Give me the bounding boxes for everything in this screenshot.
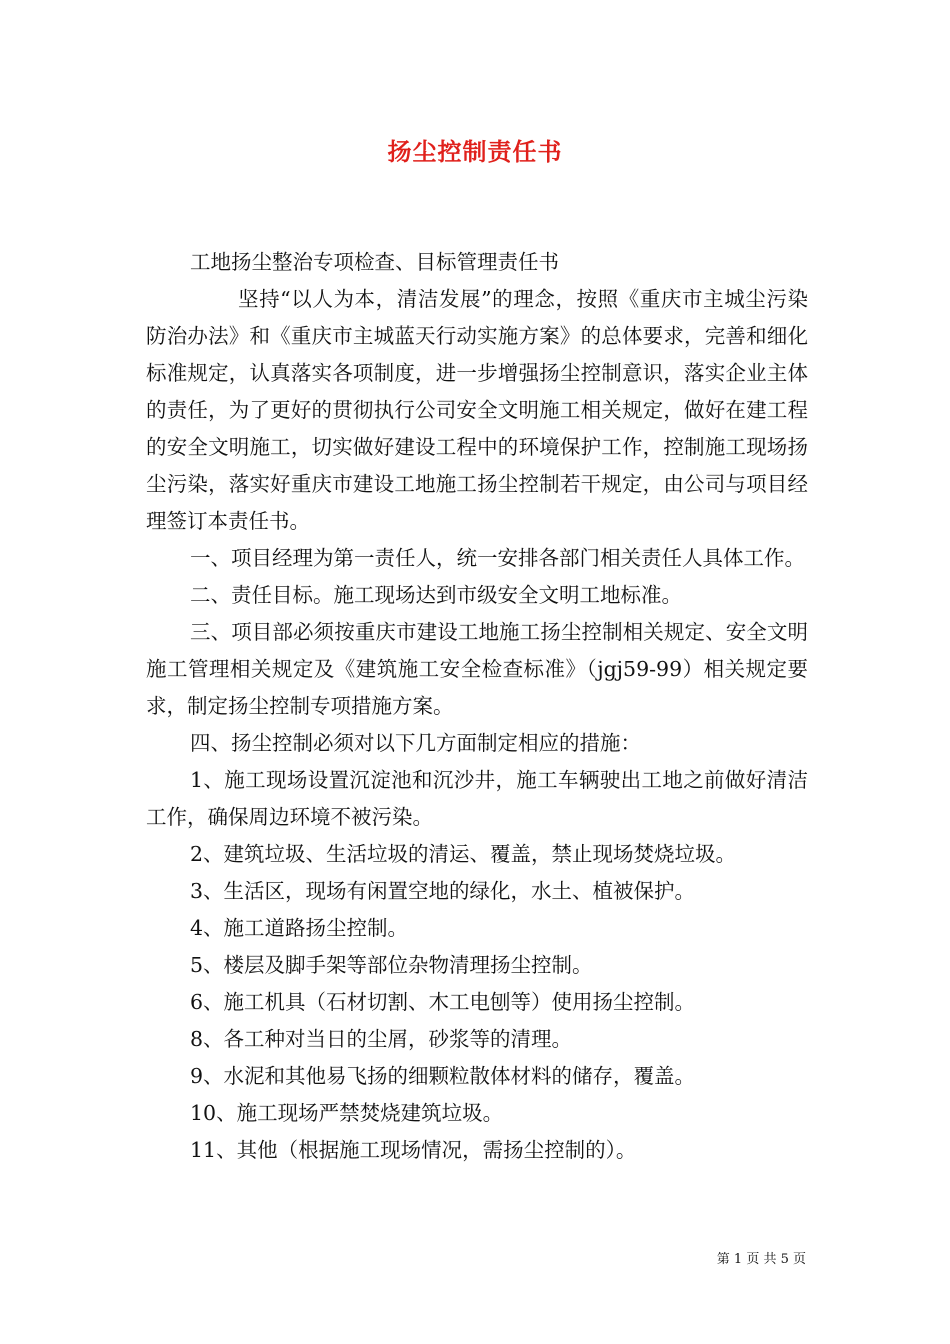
clause-1: 一、项目经理为第一责任人，统一安排各部门相关责任人具体工作。 [190,546,805,570]
clause-3: 三、项目部必须按重庆市建设工地施工扬尘控制相关规定、安全文明施工管理相关规定及《建筑施工安全检查标准》（jgj59-99）相关规定要求，制定扬尘控制专项措施方案。 [146,620,808,718]
list-item: 6、施工机具（石材切割、木工电刨等）使用扬尘控制。 [190,990,696,1014]
list-item: 3、生活区，现场有闲置空地的绿化，水土、植被保护。 [190,879,696,903]
document-body [146,244,808,1169]
list-item: 5、楼层及脚手架等部位杂物清理扬尘控制。 [190,953,593,977]
intro-paragraph: 坚持“以人为本，清洁发展”的理念，按照《重庆市主城尘污染防治办法》和《重庆市主城蓝天行动实施方案》的总体要求，完善和细化标准规定，认真落实各项制度，进一步增强扬尘控制意识，落实企业主体的责任，为了更好的贯彻执行公司安全文明施工相关规定，做好在建工程的安全文明施工，切实做好建设工程中的环境保护工作，控制施工现场扬尘污染，落实好重庆市建设工地施工扬尘控制若干规定，由公司与项目经理签订本责任书。 [146,287,808,533]
list-item: 10、施工现场严禁焚烧建筑垃圾。 [190,1101,504,1125]
clause-2: 二、责任目标。施工现场达到市级安全文明工地标准。 [190,583,682,607]
page-title: 扬尘控制责任书 [387,137,563,166]
list-item: 1、施工现场设置沉淀池和沉沙井，施工车辆驶出工地之前做好清洁工作，确保周边环境不被污染。 [146,768,808,829]
page-number: 第 1 页 共 5 页 [716,1252,806,1267]
list-item: 2、建筑垃圾、生活垃圾的清运、覆盖，禁止现场焚烧垃圾。 [190,842,737,866]
list-item: 4、施工道路扬尘控制。 [190,916,409,940]
list-item: 9、水泥和其他易飞扬的细颗粒散体材料的储存，覆盖。 [190,1064,696,1088]
list-item: 11、其他（根据施工现场情况，需扬尘控制的）。 [190,1138,637,1162]
list-item: 8、各工种对当日的尘屑，砂浆等的清理。 [190,1027,573,1051]
document-subtitle: 工地扬尘整治专项检查、目标管理责任书 [190,250,559,274]
clause-4: 四、扬尘控制必须对以下几方面制定相应的措施： [190,731,641,755]
